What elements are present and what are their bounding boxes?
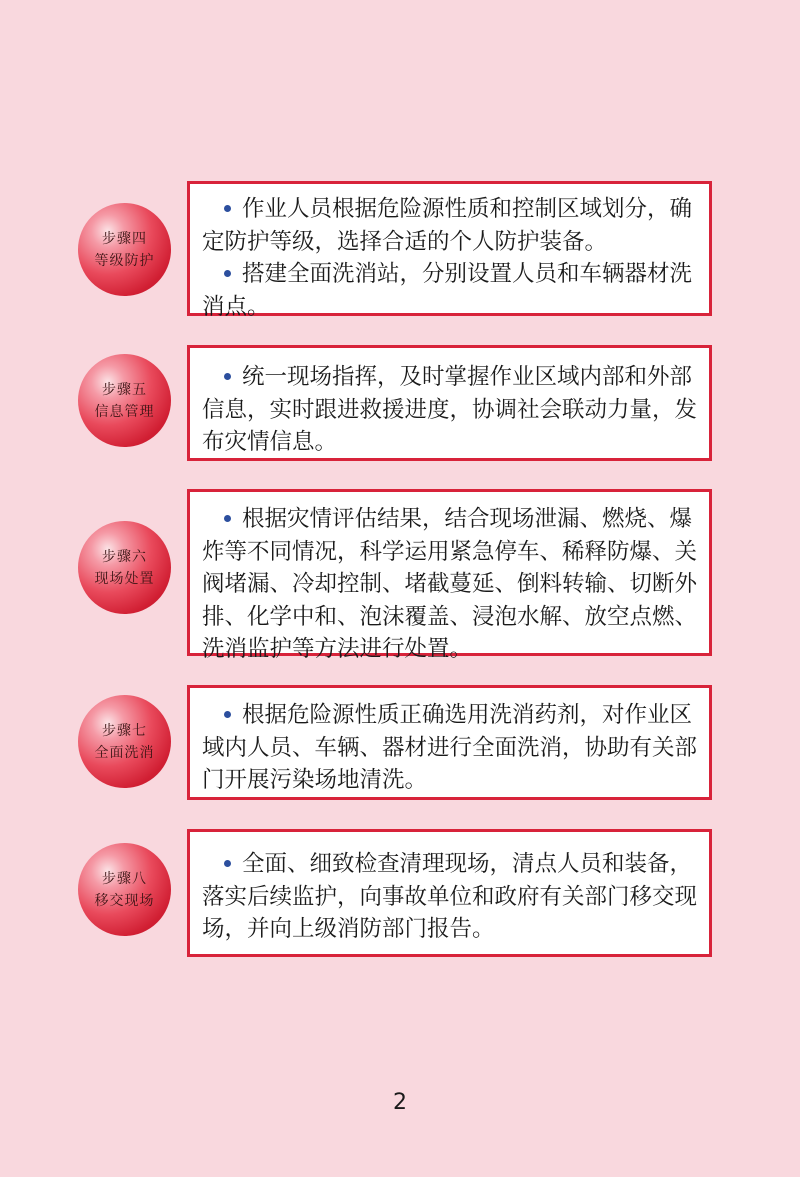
step-content-box — [187, 829, 712, 957]
step-badge — [78, 695, 171, 788]
paragraph-text: 作业人员根据危险源性质和控制区域划分，确定防护等级，选择合适的个人防护装备。 — [202, 196, 693, 255]
step-content-box — [187, 345, 712, 461]
paragraph-text: 根据危险源性质正确选用洗消药剂，对作业区域内人员、车辆、器材进行全面洗消，协助有关部门开展污染场地清洗。 — [202, 702, 698, 793]
step-name: 全面洗消 — [94, 744, 155, 761]
paragraph-text: 全面、细致检查清理现场，清点人员和装备，落实后续监护，向事故单位和政府有关部门移交现场，并向上级消防部门报告。 — [202, 851, 698, 942]
step-badge — [78, 843, 171, 936]
bullet-paragraph — [202, 258, 697, 323]
step-name: 移交现场 — [94, 892, 155, 909]
step-content-box — [187, 685, 712, 800]
step-name: 等级防护 — [94, 252, 155, 269]
bullet-paragraph — [202, 699, 697, 797]
step-badge — [78, 521, 171, 614]
bullet-paragraph — [202, 503, 697, 666]
step-number: 步骤八 — [102, 870, 147, 887]
paragraph-text: 搭建全面洗消站，分别设置人员和车辆器材洗消点。 — [202, 261, 693, 320]
bullet-icon — [224, 860, 231, 867]
bullet-paragraph — [202, 193, 697, 258]
step-content-box — [187, 489, 712, 662]
bullet-icon — [224, 515, 231, 522]
step-number: 步骤四 — [102, 230, 147, 247]
step-name: 信息管理 — [94, 403, 155, 420]
bullet-paragraph — [202, 361, 697, 459]
bullet-icon — [224, 270, 231, 277]
paragraph-text: 根据灾情评估结果，结合现场泄漏、燃烧、爆炸等不同情况，科学运用紧急停车、稀释防爆、关阀堵漏、冷却控制、堵截蔓延、倒料转输、切断外排、化学中和、泡沫覆盖、浸泡水解、放空点燃、洗消监护等方法进行处置。 — [202, 506, 698, 662]
bullet-icon — [224, 711, 231, 718]
step-badge — [78, 354, 171, 447]
step-number: 步骤七 — [102, 722, 147, 739]
page-number: 2 — [393, 1090, 407, 1115]
bullet-icon — [224, 373, 231, 380]
step-number: 步骤五 — [102, 381, 147, 398]
step-badge — [78, 203, 171, 296]
step-number: 步骤六 — [102, 548, 147, 565]
bullet-icon — [224, 205, 231, 212]
step-name: 现场处置 — [94, 570, 155, 587]
step-content-box — [187, 181, 712, 320]
paragraph-text: 统一现场指挥，及时掌握作业区域内部和外部信息，实时跟进救援进度，协调社会联动力量，发布灾情信息。 — [202, 364, 698, 455]
bullet-paragraph — [202, 848, 697, 946]
